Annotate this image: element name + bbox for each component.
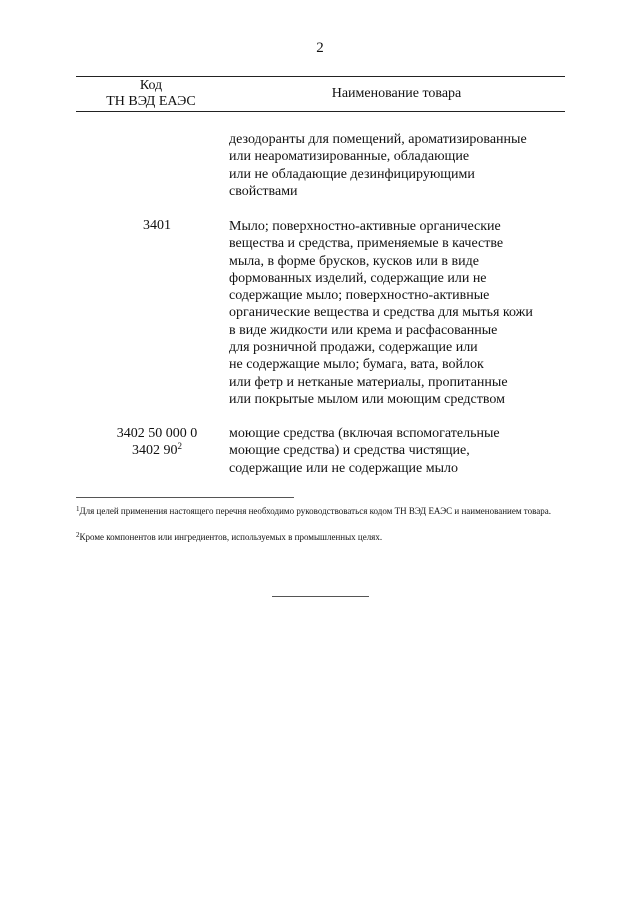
description-line: или не обладающие дезинфицирующими <box>229 166 475 182</box>
footnote-text: Для целей применения настоящего перечня необходимо руководствоваться кодом ТН ВЭД ЕАЭС и наименованием товара. <box>79 506 551 516</box>
header-code-line2: ТН ВЭД ЕАЭС <box>106 94 196 109</box>
description-line: дезодоранты для помещений, ароматизированные <box>229 132 527 147</box>
code-value: 3402 90 <box>132 443 178 459</box>
description-line: содержащие мыло; поверхностно-активные <box>229 288 490 304</box>
footnote-mark: 2 <box>76 531 80 539</box>
description-line: или покрытые мылом или моющим средством <box>229 391 505 407</box>
description-line: не содержащие мыло; бумага, вата, войлок <box>229 357 484 373</box>
row-code <box>76 217 238 234</box>
description-line: или фетр и нетканые материалы, пропитанные <box>229 374 508 390</box>
page-number: 2 <box>316 40 324 56</box>
header-code <box>76 78 226 110</box>
row-description <box>229 425 569 477</box>
description-line: или неароматизированные, обладающие <box>229 149 470 165</box>
footnote-mark: 1 <box>76 505 80 513</box>
description-line: органические вещества и средства для мытья кожи <box>229 305 533 321</box>
header-name: Наименование товара <box>331 86 462 101</box>
row-description <box>229 218 569 408</box>
description-line: моющие средства (включая вспомогательные <box>229 426 500 441</box>
description-line: для розничной продажи, содержащие или <box>229 340 478 356</box>
description-line: моющие средства) и средства чистящие, <box>229 443 470 459</box>
footnote-mark: 2 <box>177 441 182 452</box>
description-line: вещества и средства, применяемые в качестве <box>229 236 504 252</box>
footnote-separator <box>76 497 294 498</box>
row-code <box>76 425 238 460</box>
code-value: 3402 50 000 0 <box>116 426 198 441</box>
description-line: содержащие или не содержащие мыло <box>229 460 458 476</box>
footnote-text: Кроме компонентов или ингредиентов, используемых в промышленных целях. <box>79 532 383 542</box>
description-line: Мыло; поверхностно-активные органические <box>229 219 501 234</box>
description-line: мыла, в форме брусков, кусков или в виде <box>229 253 479 269</box>
description-line: в виде жидкости или крема и расфасованные <box>229 322 498 338</box>
end-rule <box>272 596 369 597</box>
code-value-with-footnote <box>76 442 238 459</box>
description-line: формованных изделий, содержащие или не <box>229 270 487 286</box>
footnote <box>76 532 565 543</box>
table-top-rule <box>76 76 565 77</box>
table-header-rule <box>76 111 565 112</box>
description-line: свойствами <box>229 183 298 199</box>
footnote <box>76 506 565 517</box>
code-value: 3401 <box>143 218 171 233</box>
header-code-line1: Код <box>139 78 163 93</box>
row-description <box>229 131 569 200</box>
